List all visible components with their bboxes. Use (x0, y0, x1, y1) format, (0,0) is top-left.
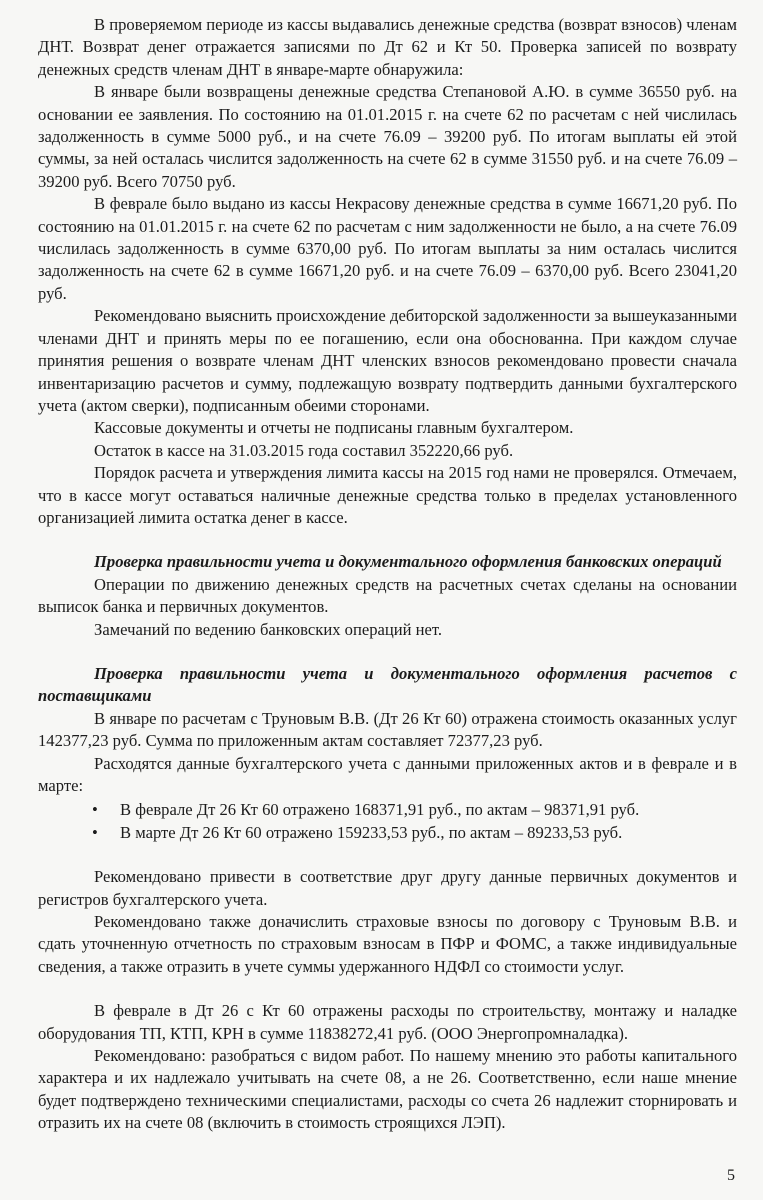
page-number: 5 (727, 1167, 735, 1184)
section-heading-suppliers: Проверка правильности учета и документального оформления расчетов с поставщиками (38, 663, 737, 706)
list-item-text: В марте Дт 26 Кт 60 отражено 159233,53 руб., по актам – 89233,53 руб. (120, 822, 623, 842)
paragraph-cash-balance: Остаток в кассе на 31.03.2015 года составил 352220,66 руб. (94, 440, 514, 460)
paragraph-stepanova: В январе были возвращены денежные средства Степановой А.Ю. в сумме 36550 руб. на основании ее заявления. По состоянию на 01.01.2015 г. на счете 62 по расчетам с ней числилась задолженность в сумме 5000 руб., и на счете 76.09 – 39200 руб. По итогам выплаты ей этой суммы, за ней осталась числится задолженность на счете 62 в сумме 31550 руб. и на счете 76.09 – 39200 руб. Всего 70750 руб. (38, 82, 737, 191)
paragraph-cash-limit: Порядок расчета и утверждения лимита кассы на 2015 год нами не проверялся. Отмечаем, что в кассе могут оставаться наличные денежные средства только в пределах установленного организацией лимита остатка денег в кассе. (38, 463, 737, 527)
discrepancy-list (38, 799, 737, 844)
paragraph-bank-operations: Операции по движению денежных средств на расчетных счетах сделаны на основании выписок банка и первичных документов. (38, 574, 737, 617)
paragraph-construction-costs: В феврале в Дт 26 с Кт 60 отражены расходы по строительству, монтажу и наладке оборудования ТП, КТП, КРН в сумме 11838272,41 руб. (ООО Энергопромналадка). (38, 1001, 737, 1043)
paragraph-recommendation-align: Рекомендовано привести в соответствие друг другу данные первичных документов и регистров бухгалтерского учета. (38, 867, 737, 909)
paragraph-recommendation-capital: Рекомендовано: разобраться с видом работ. По нашему мнению это работы капитального характера и их надлежало учитывать на счете 08, а не 26. Соответственно, если наше мнение будет подтверждено техническими специалистами, расходы со счета 26 надлежит сторнировать и отразить их на счете 08 (включить в стоимость строящихся ЛЭП). (38, 1046, 737, 1133)
list-item (92, 822, 737, 844)
bullet-icon: • (92, 800, 98, 820)
paragraph-discrepancy: Расходятся данные бухгалтерского учета с данными приложенных актов и в феврале и в марте: (38, 753, 737, 795)
paragraph-recommendation-receivables: Рекомендовано выяснить происхождение дебиторской задолженности за вышеуказанными членами ДНТ и принять меры по ее погашению, если она обоснованна. При каждом случае принятия решения о возврате членам ДНТ членских взносов рекомендовано провести сначала инвентаризацию расчетов и сумму, подлежащую возврату подтвердить данными бухгалтерского учета (актом сверки), подписанным обеими сторонами. (38, 306, 737, 415)
spacer (38, 641, 737, 663)
paragraph-refund-intro: В проверяемом периоде из кассы выдавались денежные средства (возврат взносов) членам ДНТ. Возврат денег отражается записями по Дт 62 и Кт 50. Проверка записей по возврату денежных средств членам ДНТ в январе-марте обнаружила: (38, 15, 737, 79)
spacer (38, 529, 737, 551)
paragraph-cash-docs: Кассовые документы и отчеты не подписаны главным бухгалтером. (94, 418, 574, 438)
list-item-text: В феврале Дт 26 Кт 60 отражено 168371,91 руб., по актам – 98371,91 руб. (120, 800, 640, 820)
paragraph-recommendation-insurance: Рекомендовано также доначислить страховые взносы по договору с Труновым В.В. и сдать уточненную отчетность по страховым взносам в ПФР и ФОМС, а также индивидуальные сведения, а также отразить в учете суммы удержанного НДФЛ со стоимости услуг. (38, 912, 737, 976)
bullet-icon: • (92, 822, 98, 842)
spacer (38, 978, 737, 1000)
list-item (92, 799, 737, 821)
paragraph-trunov-january: В январе по расчетам с Труновым В.В. (Дт 26 Кт 60) отражена стоимость оказанных услуг 142377,23 руб. Сумма по приложенным актам составляет 72377,23 руб. (38, 708, 737, 751)
paragraph-nekrasov: В феврале было выдано из кассы Некрасову денежные средства в сумме 16671,20 руб. По состоянию на 01.01.2015 г. на счете 62 по расчетам с ним задолженности не было, а на счете 76.09 числилась задолженность в сумме 6370,00 руб. По итогам выплаты за ним осталась числится задолженность на счете 62 в сумме 16671,20 руб. и на счете 76.09 – 6370,00 руб. Всего 23041,20 руб. (38, 194, 737, 303)
spacer (38, 844, 737, 866)
section-heading-bank: Проверка правильности учета и документального оформления банковских операций (94, 552, 722, 572)
paragraph-bank-no-remarks: Замечаний по ведению банковских операций нет. (94, 619, 443, 639)
